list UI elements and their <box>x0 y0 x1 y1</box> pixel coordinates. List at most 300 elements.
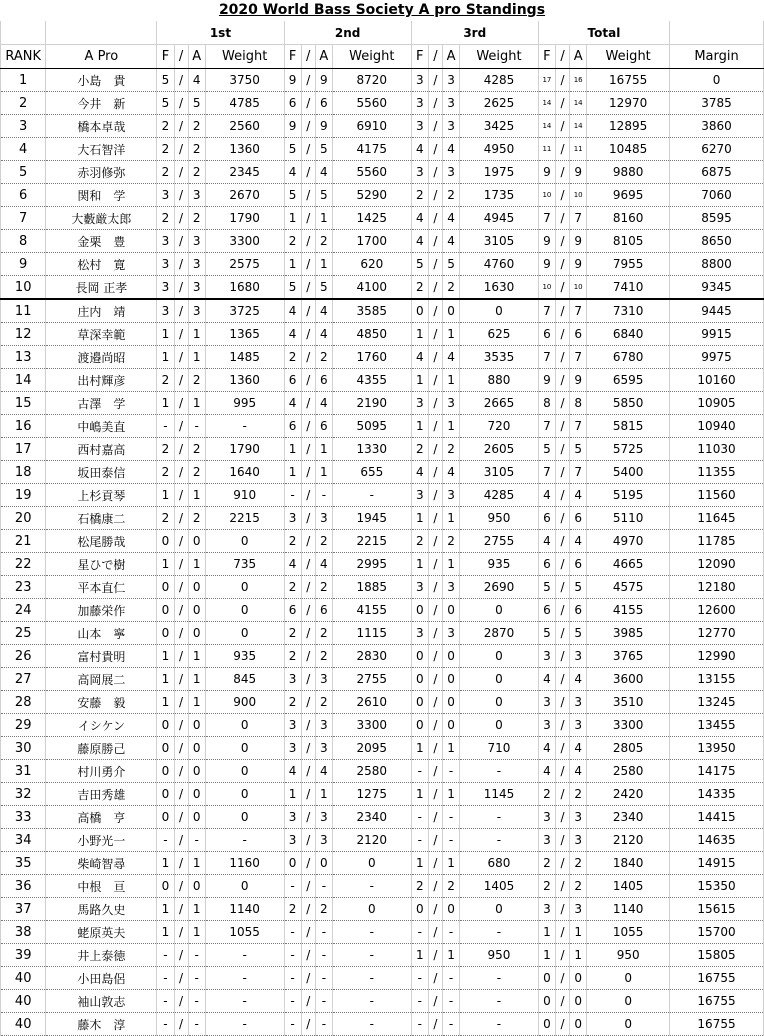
angler-name-cell: イシケン <box>46 714 157 737</box>
r3-alive-cell: 1 <box>442 369 459 392</box>
r3-alive-cell: 0 <box>442 645 459 668</box>
header-row-groups <box>1 21 764 45</box>
r3-fish-cell: - <box>411 1013 428 1036</box>
r3-weight-cell: 625 <box>460 323 539 346</box>
r1-alive-cell: 2 <box>188 461 205 484</box>
tot-slash-cell: / <box>555 622 569 645</box>
r1-slash-cell: / <box>174 599 188 622</box>
rank-cell: 20 <box>1 507 46 530</box>
r3-slash-cell: / <box>428 737 442 760</box>
tot-slash-cell: / <box>555 668 569 691</box>
tot-weight-cell: 1840 <box>587 852 670 875</box>
r3-weight-cell: 720 <box>460 415 539 438</box>
r2-slash-cell: / <box>301 507 315 530</box>
angler-name-cell: 上杉貢琴 <box>46 484 157 507</box>
rank-cell: 13 <box>1 346 46 369</box>
tot-fish-cell: 5 <box>538 438 555 461</box>
r1-fish-cell: 0 <box>157 760 174 783</box>
tot-weight-cell: 1140 <box>587 898 670 921</box>
r1-alive-cell: 1 <box>188 898 205 921</box>
tot-fish-cell: 7 <box>538 207 555 230</box>
r1-alive-cell: 4 <box>188 69 205 92</box>
r2-slash-cell: / <box>301 599 315 622</box>
tot-weight-cell: 1405 <box>587 875 670 898</box>
r3-slash-cell: / <box>428 161 442 184</box>
angler-name-cell: 大石智洋 <box>46 138 157 161</box>
margin-cell: 15700 <box>670 921 764 944</box>
tot-slash-cell: / <box>555 944 569 967</box>
r3-alive-cell: 3 <box>442 161 459 184</box>
table-row <box>1 898 764 921</box>
r1-alive-cell: 3 <box>188 299 205 323</box>
angler-name-cell: 長岡 正孝 <box>46 276 157 300</box>
tot-slash-cell: / <box>555 230 569 253</box>
angler-name-cell: 古澤 学 <box>46 392 157 415</box>
r3-fish-cell: 3 <box>411 392 428 415</box>
r1-fish-cell: 2 <box>157 207 174 230</box>
r1-alive-cell: - <box>188 967 205 990</box>
r3-weight-cell: 2690 <box>460 576 539 599</box>
r2-weight-cell: - <box>332 944 411 967</box>
r3-weight-cell: 0 <box>460 299 539 323</box>
r1-alive-cell: 1 <box>188 346 205 369</box>
r3-slash-cell: / <box>428 990 442 1013</box>
r1-alive-cell: 2 <box>188 507 205 530</box>
r3-slash-cell: / <box>428 138 442 161</box>
tot-slash-cell: / <box>555 967 569 990</box>
margin-cell: 16755 <box>670 1013 764 1036</box>
tot-weight-cell: 2340 <box>587 806 670 829</box>
r2-slash-cell: / <box>301 438 315 461</box>
r3-slash-cell: / <box>428 921 442 944</box>
tot-weight-cell: 0 <box>587 967 670 990</box>
rank-cell: 36 <box>1 875 46 898</box>
angler-name-cell: 吉田秀雄 <box>46 783 157 806</box>
margin-cell: 0 <box>670 69 764 92</box>
r2-weight-cell: 2610 <box>332 691 411 714</box>
r3-slash-cell: / <box>428 599 442 622</box>
margin-cell: 12770 <box>670 622 764 645</box>
tot-alive-cell: 14 <box>570 92 587 115</box>
tot-fish-cell: 1 <box>538 944 555 967</box>
tot-weight-cell: 4155 <box>587 599 670 622</box>
r2-slash-cell: / <box>301 875 315 898</box>
table-row <box>1 645 764 668</box>
r3-weight-cell: 3535 <box>460 346 539 369</box>
table-row <box>1 714 764 737</box>
tot-weight-cell: 2580 <box>587 760 670 783</box>
r2-weight-cell: - <box>332 484 411 507</box>
tot-alive-cell: 3 <box>570 898 587 921</box>
r2-alive-cell: 0 <box>315 852 332 875</box>
r1-slash-cell: / <box>174 115 188 138</box>
r3-weight-cell: 1405 <box>460 875 539 898</box>
r3-alive-cell: 1 <box>442 737 459 760</box>
r3-weight-cell: 0 <box>460 668 539 691</box>
tot-slash-cell: / <box>555 484 569 507</box>
tot-slash-cell: / <box>555 207 569 230</box>
tot-fish-cell: 9 <box>538 161 555 184</box>
r1-weight-cell: 1640 <box>205 461 284 484</box>
r1-alive-cell: 0 <box>188 622 205 645</box>
tot-fish-cell: 11 <box>538 138 555 161</box>
r3-slash-cell: / <box>428 875 442 898</box>
angler-name-cell: 石橋康二 <box>46 507 157 530</box>
r2-fish-cell: 6 <box>284 599 301 622</box>
r3-fish-cell: 2 <box>411 438 428 461</box>
r1-weight-cell: 1680 <box>205 276 284 300</box>
r3-weight-cell: 4945 <box>460 207 539 230</box>
tot-fish-cell: 3 <box>538 645 555 668</box>
header-total: Total <box>538 21 669 45</box>
tot-slash-cell: / <box>555 69 569 92</box>
r2-slash-cell: / <box>301 69 315 92</box>
r3-weight-cell: 0 <box>460 599 539 622</box>
rank-cell: 3 <box>1 115 46 138</box>
tot-fish-cell: 3 <box>538 806 555 829</box>
r2-alive-cell: 6 <box>315 415 332 438</box>
r2-alive-cell: 4 <box>315 392 332 415</box>
r2-alive-cell: - <box>315 990 332 1013</box>
margin-cell: 3860 <box>670 115 764 138</box>
margin-cell: 12180 <box>670 576 764 599</box>
r1-slash-cell: / <box>174 691 188 714</box>
margin-cell: 11645 <box>670 507 764 530</box>
r2-alive-cell: 2 <box>315 230 332 253</box>
r1-fish-cell: 0 <box>157 737 174 760</box>
r3-fish-cell: 0 <box>411 898 428 921</box>
r1-fish-cell: 0 <box>157 599 174 622</box>
rank-cell: 15 <box>1 392 46 415</box>
r3-fish-cell: 0 <box>411 668 428 691</box>
table-row <box>1 138 764 161</box>
tot-fish-cell: 8 <box>538 392 555 415</box>
tot-slash-cell: / <box>555 369 569 392</box>
r3-slash-cell: / <box>428 507 442 530</box>
tot-weight-cell: 4665 <box>587 553 670 576</box>
table-row <box>1 392 764 415</box>
r3-alive-cell: 3 <box>442 115 459 138</box>
r3-weight-cell: 0 <box>460 645 539 668</box>
r3-slash-cell: / <box>428 967 442 990</box>
r1-slash-cell: / <box>174 921 188 944</box>
r1-fish-cell: 5 <box>157 92 174 115</box>
r3-alive-cell: 1 <box>442 507 459 530</box>
r2-fish-cell: 2 <box>284 622 301 645</box>
table-row <box>1 691 764 714</box>
r1-weight-cell: 845 <box>205 668 284 691</box>
r2-slash-cell: / <box>301 115 315 138</box>
r3-alive-cell: - <box>442 1013 459 1036</box>
r2-weight-cell: 1330 <box>332 438 411 461</box>
rank-cell: 23 <box>1 576 46 599</box>
table-row <box>1 92 764 115</box>
table-row <box>1 921 764 944</box>
r2-weight-cell: 1275 <box>332 783 411 806</box>
r1-alive-cell: 1 <box>188 392 205 415</box>
r3-weight-cell: 2605 <box>460 438 539 461</box>
angler-name-cell: 村川勇介 <box>46 760 157 783</box>
header-weight: Weight <box>460 45 539 69</box>
r3-slash-cell: / <box>428 184 442 207</box>
r2-weight-cell: 2830 <box>332 645 411 668</box>
r2-alive-cell: 6 <box>315 369 332 392</box>
r1-slash-cell: / <box>174 553 188 576</box>
r3-slash-cell: / <box>428 852 442 875</box>
r2-slash-cell: / <box>301 714 315 737</box>
r3-slash-cell: / <box>428 415 442 438</box>
tot-slash-cell: / <box>555 461 569 484</box>
angler-name-cell: 中嶋美直 <box>46 415 157 438</box>
r2-fish-cell: 1 <box>284 783 301 806</box>
tot-fish-cell: 17 <box>538 69 555 92</box>
tot-slash-cell: / <box>555 921 569 944</box>
r3-weight-cell: 935 <box>460 553 539 576</box>
r1-alive-cell: 5 <box>188 92 205 115</box>
angler-name-cell: 西村嘉高 <box>46 438 157 461</box>
r1-slash-cell: / <box>174 530 188 553</box>
r3-weight-cell: 0 <box>460 714 539 737</box>
r1-slash-cell: / <box>174 852 188 875</box>
tot-fish-cell: 3 <box>538 829 555 852</box>
r3-weight-cell: 680 <box>460 852 539 875</box>
table-row <box>1 369 764 392</box>
r2-weight-cell: 4355 <box>332 369 411 392</box>
r1-weight-cell: - <box>205 944 284 967</box>
angler-name-cell: 出村輝彦 <box>46 369 157 392</box>
angler-name-cell: 高橋 亨 <box>46 806 157 829</box>
r2-alive-cell: 3 <box>315 737 332 760</box>
r3-alive-cell: 3 <box>442 69 459 92</box>
margin-cell: 10905 <box>670 392 764 415</box>
r3-slash-cell: / <box>428 530 442 553</box>
rank-cell: 21 <box>1 530 46 553</box>
r1-weight-cell: 3300 <box>205 230 284 253</box>
r3-fish-cell: 2 <box>411 184 428 207</box>
tot-weight-cell: 4970 <box>587 530 670 553</box>
r2-fish-cell: 6 <box>284 369 301 392</box>
r3-fish-cell: 1 <box>411 323 428 346</box>
r2-fish-cell: 3 <box>284 737 301 760</box>
r1-slash-cell: / <box>174 645 188 668</box>
r1-weight-cell: - <box>205 829 284 852</box>
r3-fish-cell: 5 <box>411 253 428 276</box>
header-slash: / <box>428 45 442 69</box>
header-round-1: 1st <box>157 21 284 45</box>
r1-alive-cell: 1 <box>188 668 205 691</box>
angler-name-cell: 赤羽修弥 <box>46 161 157 184</box>
r1-fish-cell: - <box>157 1013 174 1036</box>
tot-weight-cell: 6595 <box>587 369 670 392</box>
r1-alive-cell: - <box>188 829 205 852</box>
r1-slash-cell: / <box>174 415 188 438</box>
r2-slash-cell: / <box>301 783 315 806</box>
table-row <box>1 944 764 967</box>
r2-fish-cell: 9 <box>284 115 301 138</box>
margin-cell: 9915 <box>670 323 764 346</box>
margin-cell: 3785 <box>670 92 764 115</box>
tot-weight-cell: 16755 <box>587 69 670 92</box>
tot-alive-cell: 0 <box>570 967 587 990</box>
r2-slash-cell: / <box>301 230 315 253</box>
margin-cell: 8800 <box>670 253 764 276</box>
tot-alive-cell: 9 <box>570 253 587 276</box>
r3-slash-cell: / <box>428 392 442 415</box>
r3-weight-cell: 1145 <box>460 783 539 806</box>
standings-table <box>0 21 764 1036</box>
r2-weight-cell: 0 <box>332 898 411 921</box>
margin-cell: 11560 <box>670 484 764 507</box>
tot-weight-cell: 950 <box>587 944 670 967</box>
r1-weight-cell: 1360 <box>205 369 284 392</box>
angler-name-cell: 柴崎智尋 <box>46 852 157 875</box>
r3-weight-cell: 2755 <box>460 530 539 553</box>
r1-alive-cell: 0 <box>188 737 205 760</box>
margin-cell: 6875 <box>670 161 764 184</box>
r2-weight-cell: 8720 <box>332 69 411 92</box>
r1-slash-cell: / <box>174 161 188 184</box>
r3-weight-cell: 950 <box>460 944 539 967</box>
margin-cell: 15350 <box>670 875 764 898</box>
tot-weight-cell: 10485 <box>587 138 670 161</box>
tot-fish-cell: 10 <box>538 276 555 300</box>
rank-cell: 17 <box>1 438 46 461</box>
r3-fish-cell: 3 <box>411 92 428 115</box>
r2-fish-cell: 2 <box>284 530 301 553</box>
tot-fish-cell: 14 <box>538 115 555 138</box>
tot-slash-cell: / <box>555 1013 569 1036</box>
r1-alive-cell: 3 <box>188 253 205 276</box>
r2-fish-cell: 6 <box>284 92 301 115</box>
r3-fish-cell: 4 <box>411 461 428 484</box>
r2-alive-cell: 5 <box>315 184 332 207</box>
tot-fish-cell: 7 <box>538 299 555 323</box>
tot-slash-cell: / <box>555 829 569 852</box>
tot-fish-cell: 4 <box>538 737 555 760</box>
r3-fish-cell: 1 <box>411 553 428 576</box>
r3-slash-cell: / <box>428 299 442 323</box>
r1-fish-cell: 1 <box>157 668 174 691</box>
margin-cell: 14635 <box>670 829 764 852</box>
r3-alive-cell: - <box>442 921 459 944</box>
tot-slash-cell: / <box>555 253 569 276</box>
r2-fish-cell: 2 <box>284 346 301 369</box>
table-row <box>1 852 764 875</box>
r2-alive-cell: 1 <box>315 783 332 806</box>
r1-slash-cell: / <box>174 829 188 852</box>
r3-fish-cell: 2 <box>411 530 428 553</box>
r3-alive-cell: 0 <box>442 599 459 622</box>
r1-alive-cell: 1 <box>188 645 205 668</box>
r1-slash-cell: / <box>174 92 188 115</box>
r3-alive-cell: 3 <box>442 576 459 599</box>
r3-fish-cell: 0 <box>411 714 428 737</box>
angler-name-cell: 藤木 淳 <box>46 1013 157 1036</box>
r1-weight-cell: 2560 <box>205 115 284 138</box>
r1-fish-cell: 0 <box>157 806 174 829</box>
rank-cell: 11 <box>1 299 46 323</box>
tot-fish-cell: 4 <box>538 760 555 783</box>
rank-cell: 35 <box>1 852 46 875</box>
tot-weight-cell: 8160 <box>587 207 670 230</box>
r3-alive-cell: 4 <box>442 346 459 369</box>
r3-slash-cell: / <box>428 829 442 852</box>
margin-cell: 13155 <box>670 668 764 691</box>
r1-slash-cell: / <box>174 138 188 161</box>
r2-slash-cell: / <box>301 829 315 852</box>
margin-cell: 11030 <box>670 438 764 461</box>
tot-alive-cell: 10 <box>570 184 587 207</box>
r3-fish-cell: - <box>411 967 428 990</box>
r3-slash-cell: / <box>428 898 442 921</box>
r2-alive-cell: - <box>315 967 332 990</box>
r2-weight-cell: - <box>332 1013 411 1036</box>
r2-alive-cell: 9 <box>315 115 332 138</box>
r3-fish-cell: 0 <box>411 599 428 622</box>
r3-fish-cell: 0 <box>411 691 428 714</box>
r2-slash-cell: / <box>301 299 315 323</box>
r3-fish-cell: 4 <box>411 230 428 253</box>
r2-fish-cell: - <box>284 967 301 990</box>
header-a: A <box>570 45 587 69</box>
r2-weight-cell: 2580 <box>332 760 411 783</box>
r2-slash-cell: / <box>301 530 315 553</box>
r2-slash-cell: / <box>301 323 315 346</box>
r3-slash-cell: / <box>428 553 442 576</box>
r3-weight-cell: 0 <box>460 898 539 921</box>
r3-slash-cell: / <box>428 253 442 276</box>
angler-name-cell: 蛯原英夫 <box>46 921 157 944</box>
header-margin: Margin <box>670 45 764 69</box>
margin-cell: 6270 <box>670 138 764 161</box>
tot-alive-cell: 3 <box>570 645 587 668</box>
tot-weight-cell: 3765 <box>587 645 670 668</box>
r3-weight-cell: 4285 <box>460 484 539 507</box>
r2-alive-cell: - <box>315 944 332 967</box>
rank-cell: 19 <box>1 484 46 507</box>
r1-weight-cell: 1360 <box>205 138 284 161</box>
table-row <box>1 299 764 323</box>
tot-weight-cell: 9880 <box>587 161 670 184</box>
r2-fish-cell: 2 <box>284 691 301 714</box>
angler-name-cell: 松尾勝哉 <box>46 530 157 553</box>
r1-slash-cell: / <box>174 276 188 300</box>
r2-alive-cell: 1 <box>315 207 332 230</box>
r2-weight-cell: - <box>332 967 411 990</box>
angler-name-cell: 大藪厳太郎 <box>46 207 157 230</box>
angler-name-cell: 井上泰徳 <box>46 944 157 967</box>
r1-fish-cell: 2 <box>157 161 174 184</box>
r3-weight-cell: 1735 <box>460 184 539 207</box>
r2-alive-cell: 4 <box>315 553 332 576</box>
r3-weight-cell: 3425 <box>460 115 539 138</box>
margin-cell: 14915 <box>670 852 764 875</box>
r1-alive-cell: 1 <box>188 852 205 875</box>
tot-slash-cell: / <box>555 346 569 369</box>
tot-alive-cell: 6 <box>570 599 587 622</box>
r3-weight-cell: 2625 <box>460 92 539 115</box>
r3-alive-cell: 4 <box>442 138 459 161</box>
tot-fish-cell: 14 <box>538 92 555 115</box>
r1-alive-cell: 0 <box>188 530 205 553</box>
tot-weight-cell: 2420 <box>587 783 670 806</box>
r2-alive-cell: 4 <box>315 299 332 323</box>
r3-alive-cell: 3 <box>442 92 459 115</box>
header-rank: RANK <box>1 45 46 69</box>
r3-alive-cell: 3 <box>442 484 459 507</box>
angler-name-cell: 馬路久史 <box>46 898 157 921</box>
r2-slash-cell: / <box>301 1013 315 1036</box>
